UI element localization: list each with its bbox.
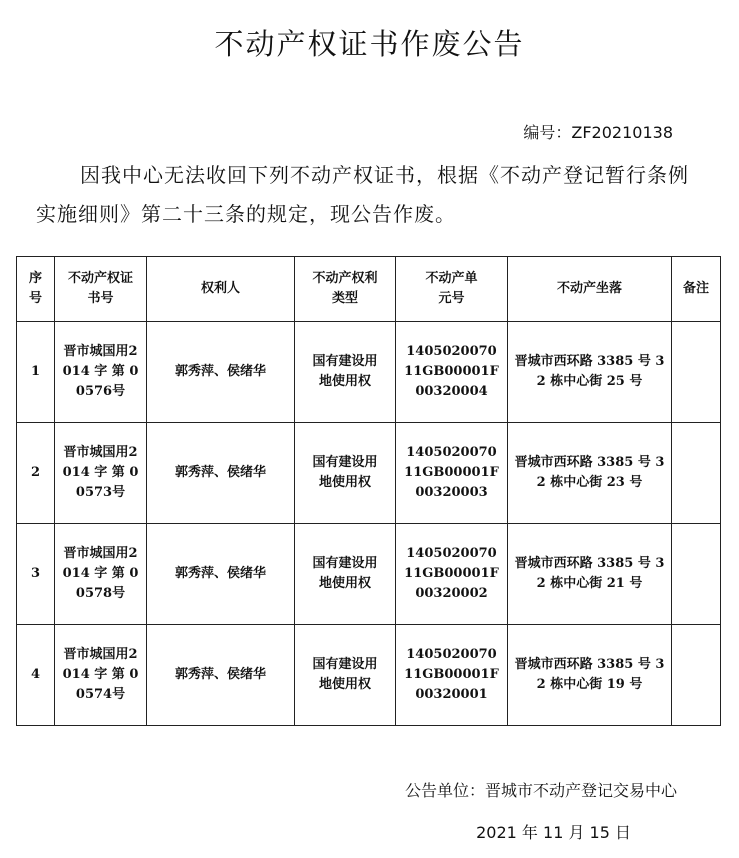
cell-holder: 郭秀萍、侯绪华 bbox=[147, 423, 295, 524]
issuing-unit: 公告单位：晋城市不动产登记交易中心 bbox=[404, 781, 677, 800]
document-number: 编号：ZF20210138 bbox=[523, 123, 673, 142]
table-row bbox=[17, 423, 721, 524]
cell-type: 国有建设用地使用权 bbox=[295, 322, 396, 423]
cell-unit: 140502007011GB00001F00320001 bbox=[396, 625, 508, 726]
page-title: 不动产权证书作废公告 bbox=[214, 27, 525, 61]
cell-seq: 2 bbox=[17, 423, 55, 524]
header-unit: 不动产单元号 bbox=[396, 257, 508, 322]
cell-cert: 晋市城国用2014 字 第 00573号 bbox=[55, 423, 147, 524]
cell-unit: 140502007011GB00001F00320003 bbox=[396, 423, 508, 524]
header-cert: 不动产权证书号 bbox=[55, 257, 147, 322]
cell-holder: 郭秀萍、侯绪华 bbox=[147, 625, 295, 726]
cell-type: 国有建设用地使用权 bbox=[295, 423, 396, 524]
cell-cert: 晋市城国用2014 字 第 00576号 bbox=[55, 322, 147, 423]
header-seq: 序号 bbox=[17, 257, 55, 322]
cell-location: 晋城市西环路 3385 号 32 栋中心街 25 号 bbox=[508, 322, 672, 423]
cell-seq: 4 bbox=[17, 625, 55, 726]
certificate-table bbox=[16, 256, 721, 726]
cell-type: 国有建设用地使用权 bbox=[295, 524, 396, 625]
cell-location: 晋城市西环路 3385 号 32 栋中心街 19 号 bbox=[508, 625, 672, 726]
cell-holder: 郭秀萍、侯绪华 bbox=[147, 322, 295, 423]
table-row bbox=[17, 625, 721, 726]
cell-unit: 140502007011GB00001F00320004 bbox=[396, 322, 508, 423]
cell-unit: 140502007011GB00001F00320002 bbox=[396, 524, 508, 625]
cell-holder: 郭秀萍、侯绪华 bbox=[147, 524, 295, 625]
cell-cert: 晋市城国用2014 字 第 00574号 bbox=[55, 625, 147, 726]
cell-note bbox=[672, 625, 721, 726]
header-holder: 权利人 bbox=[147, 257, 295, 322]
table-row bbox=[17, 524, 721, 625]
header-location: 不动产坐落 bbox=[508, 257, 672, 322]
cell-location: 晋城市西环路 3385 号 32 栋中心街 23 号 bbox=[508, 423, 672, 524]
cell-type: 国有建设用地使用权 bbox=[295, 625, 396, 726]
cell-note bbox=[672, 524, 721, 625]
table-header-row bbox=[17, 257, 721, 322]
issue-date: 2021 年 11 月 15 日 bbox=[476, 823, 631, 842]
cell-seq: 1 bbox=[17, 322, 55, 423]
cell-note bbox=[672, 423, 721, 524]
header-note: 备注 bbox=[672, 257, 721, 322]
notice-paragraph: 因我中心无法收回下列不动产权证书，根据《不动产登记暂行条例实施细则》第二十三条的规定，现公告作废。 bbox=[36, 163, 689, 226]
cell-note bbox=[672, 322, 721, 423]
cell-cert: 晋市城国用2014 字 第 00578号 bbox=[55, 524, 147, 625]
cell-seq: 3 bbox=[17, 524, 55, 625]
table-row bbox=[17, 322, 721, 423]
cell-location: 晋城市西环路 3385 号 32 栋中心街 21 号 bbox=[508, 524, 672, 625]
header-type: 不动产权利类型 bbox=[295, 257, 396, 322]
